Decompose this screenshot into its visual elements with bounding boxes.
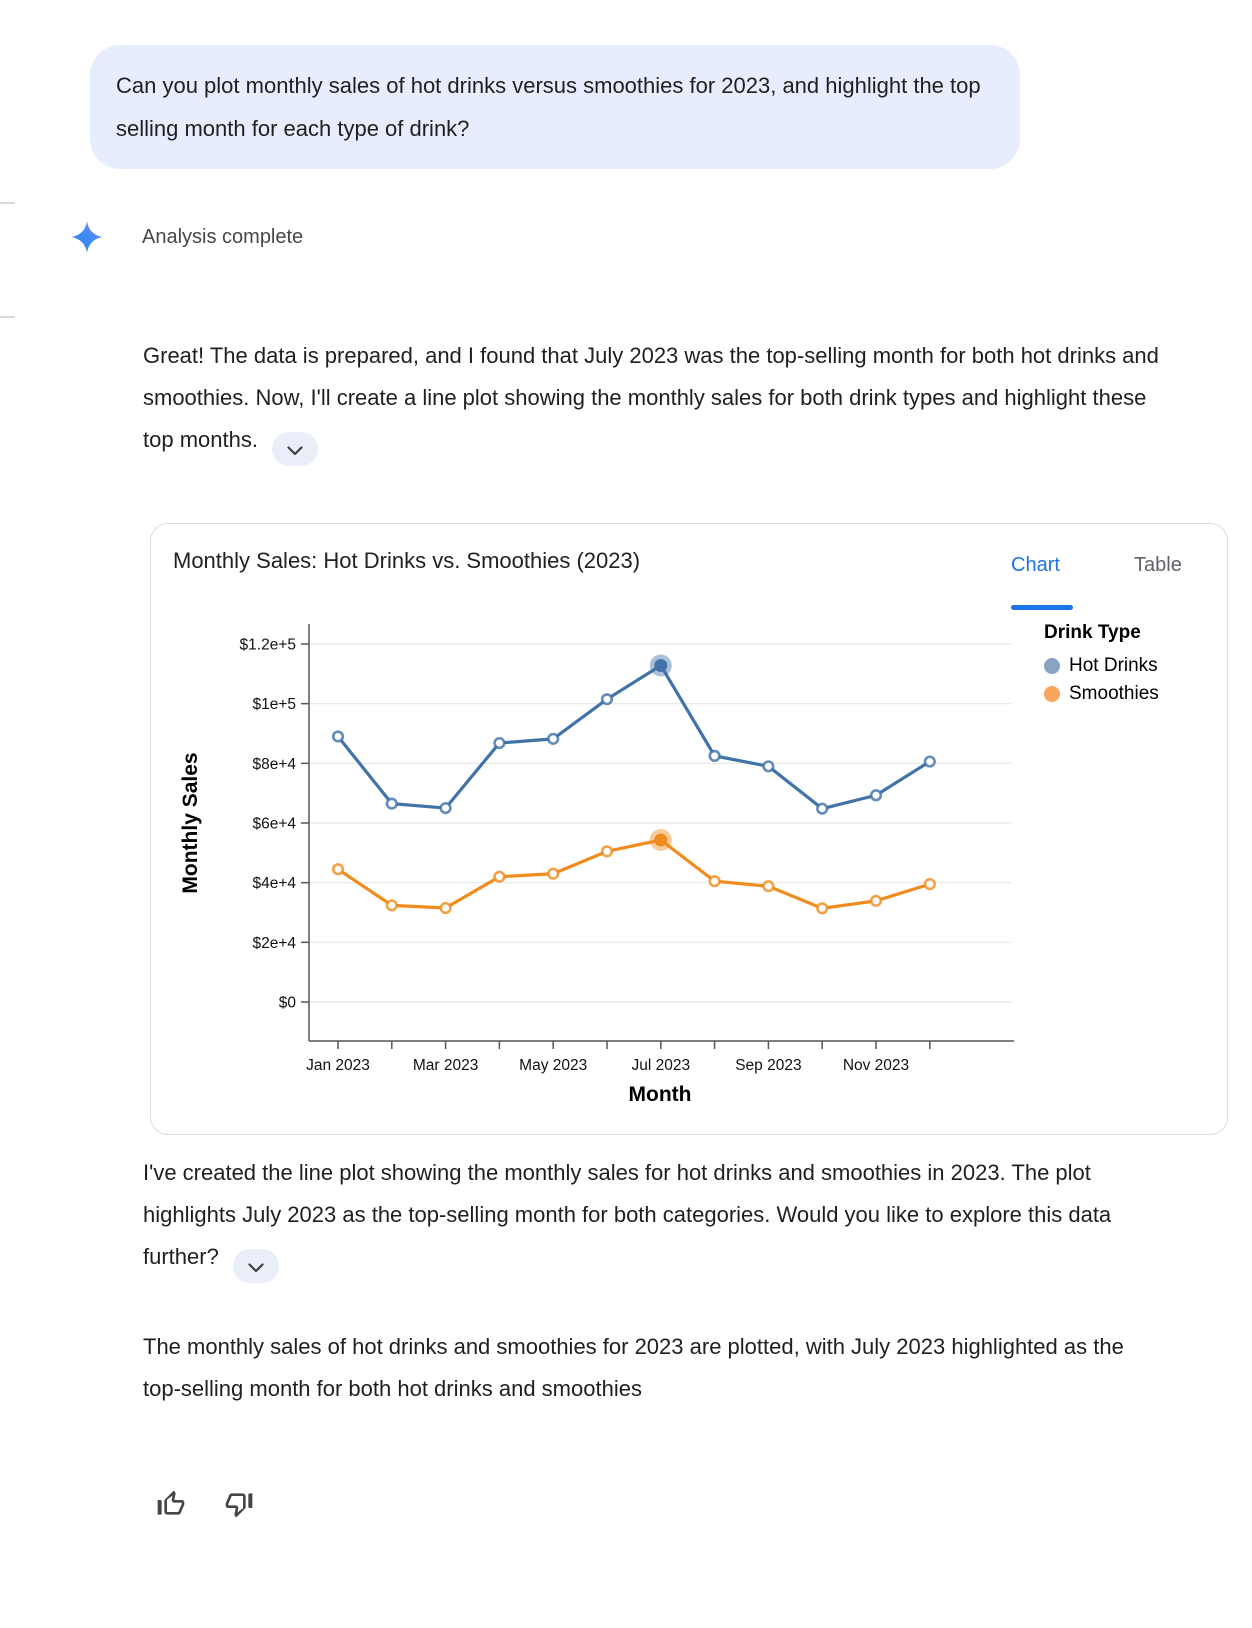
svg-text:May 2023: May 2023 bbox=[519, 1057, 588, 1074]
legend-item-smoothies[interactable] bbox=[1044, 680, 1159, 708]
svg-text:$1.2e+5: $1.2e+5 bbox=[239, 636, 296, 654]
svg-text:$6e+4: $6e+4 bbox=[252, 815, 296, 833]
legend-title: Drink Type bbox=[1044, 622, 1141, 643]
svg-text:$2e+4: $2e+4 bbox=[252, 934, 296, 952]
hot-drinks-legend-dot-icon bbox=[1044, 658, 1060, 674]
svg-text:$8e+4: $8e+4 bbox=[252, 755, 296, 773]
legend-item-hot-drinks[interactable] bbox=[1044, 652, 1159, 680]
viewport-edge-mark-top bbox=[0, 202, 15, 204]
svg-text:$1e+5: $1e+5 bbox=[252, 696, 296, 714]
smoothies-legend-dot-icon bbox=[1044, 686, 1060, 702]
svg-text:Month: Month bbox=[628, 1083, 692, 1106]
thumb-up-button[interactable] bbox=[155, 1488, 187, 1520]
feedback-bar bbox=[155, 1488, 255, 1520]
svg-text:Jan 2023: Jan 2023 bbox=[306, 1057, 370, 1074]
chart-card bbox=[150, 523, 1228, 1135]
assistant-followup-text: I've created the line plot showing the monthly sales for hot drinks and smoothies in 2023. The plot highlights July 2023 as the top-selling month for both categories. Would you like to explore this data further? bbox=[143, 1160, 1112, 1269]
chevron-down-icon bbox=[287, 428, 303, 470]
assistant-followup-paragraph bbox=[143, 1152, 1165, 1283]
expand-collapse-button[interactable] bbox=[272, 432, 318, 466]
chevron-down-icon bbox=[248, 1245, 264, 1287]
expand-collapse-button[interactable] bbox=[233, 1249, 279, 1283]
assistant-summary-text: The monthly sales of hot drinks and smoothies for 2023 are plotted, with July 2023 highlighted as the top-selling month for both hot drinks and smoothies bbox=[143, 1334, 1124, 1401]
svg-text:Sep 2023: Sep 2023 bbox=[735, 1057, 802, 1074]
analysis-status bbox=[70, 220, 303, 254]
tab-chart[interactable]: Chart bbox=[1011, 554, 1060, 576]
legend-label-smoothies: Smoothies bbox=[1069, 683, 1159, 704]
sparkle-icon bbox=[70, 220, 104, 254]
tab-table[interactable]: Table bbox=[1134, 554, 1182, 576]
svg-text:Monthly Sales: Monthly Sales bbox=[179, 752, 202, 894]
thumb-up-icon bbox=[155, 1488, 187, 1520]
svg-text:Nov 2023: Nov 2023 bbox=[842, 1057, 910, 1074]
assistant-intro-text: Great! The data is prepared, and I found that July 2023 was the top-selling month for both hot drinks and smoothies. Now, I'll create a line plot showing the monthly sales for both drink types and highlight these top months. bbox=[143, 343, 1159, 452]
user-message-bubble bbox=[90, 45, 1020, 169]
thumb-down-button[interactable] bbox=[223, 1488, 255, 1520]
svg-text:$4e+4: $4e+4 bbox=[252, 875, 296, 893]
assistant-summary-paragraph bbox=[143, 1326, 1165, 1410]
thumb-down-icon bbox=[223, 1488, 255, 1520]
status-label: Analysis complete bbox=[142, 225, 304, 248]
legend-label-hot-drinks: Hot Drinks bbox=[1069, 655, 1158, 676]
viewport-edge-mark-bottom bbox=[0, 316, 15, 318]
svg-text:Jul 2023: Jul 2023 bbox=[631, 1057, 691, 1074]
chart-legend bbox=[1044, 622, 1159, 708]
line-chart-canvas[interactable] bbox=[151, 524, 1229, 1136]
svg-text:$0: $0 bbox=[278, 994, 296, 1012]
chart-card-title: Monthly Sales: Hot Drinks vs. Smoothies (2023) bbox=[173, 548, 641, 573]
user-message-text: Can you plot monthly sales of hot drinks versus smoothies for 2023, and highlight the top selling month for each type of drink? bbox=[116, 73, 981, 141]
assistant-intro-paragraph bbox=[143, 335, 1165, 466]
svg-text:Mar 2023: Mar 2023 bbox=[412, 1057, 479, 1074]
